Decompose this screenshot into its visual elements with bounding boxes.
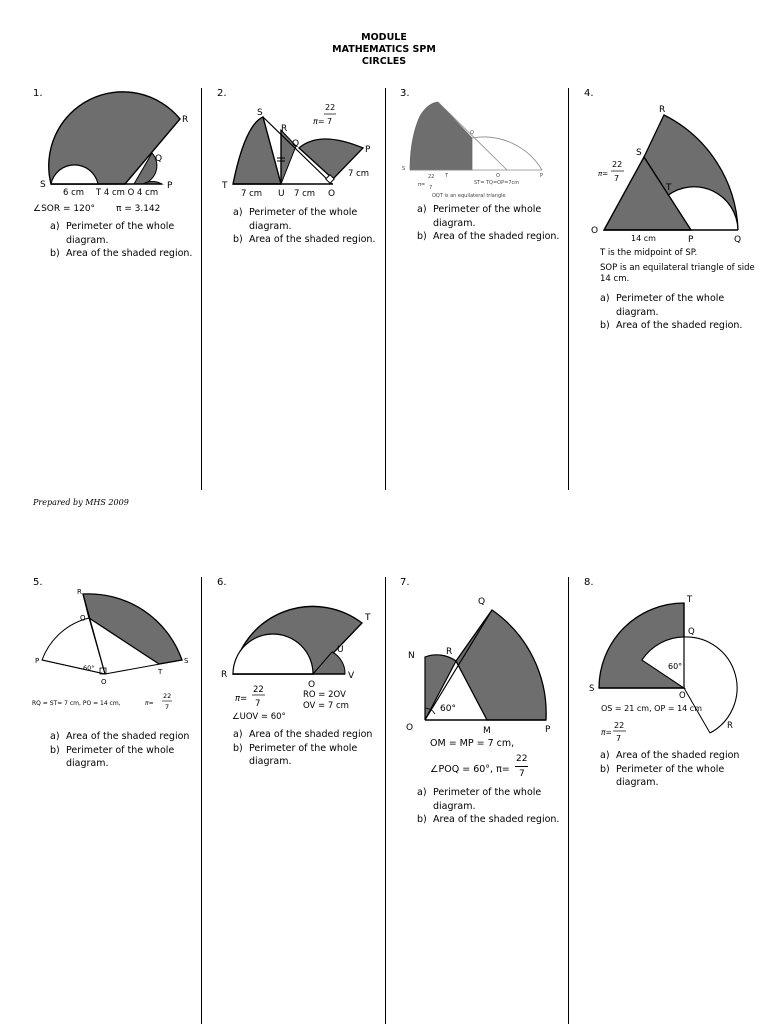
q5-label-p: P bbox=[35, 657, 40, 665]
q7-pi-bar bbox=[515, 766, 528, 767]
q5-pi-num: 22 bbox=[163, 692, 172, 700]
q7-label-p: P bbox=[545, 725, 551, 735]
q8-label-s: S bbox=[589, 684, 595, 694]
q2-number: 2. bbox=[217, 88, 227, 99]
q6-given-angle: ∠UOV = 60° bbox=[232, 712, 286, 722]
q8-label-t: T bbox=[687, 595, 693, 605]
q3-diagram bbox=[400, 98, 555, 204]
q5-label-o: O bbox=[101, 678, 107, 686]
q1-given-pi: π = 3.142 bbox=[115, 204, 161, 214]
q2-task-a: a) Perimeter of the whole diagram. bbox=[233, 207, 358, 232]
q3-label-q: Q bbox=[470, 130, 474, 136]
q3-st: ST= TQ=OP=7cm bbox=[474, 180, 520, 186]
q2-tasks bbox=[233, 206, 378, 247]
q3-number: 3. bbox=[400, 88, 410, 99]
q1-measure-st: 6 cm bbox=[63, 188, 85, 198]
q1-given-angle: ∠SOR = 120° bbox=[33, 204, 96, 214]
q1-label-q: Q bbox=[155, 154, 163, 164]
q2-measure-uo: 7 cm bbox=[294, 189, 316, 199]
q2-label-p: P bbox=[365, 145, 371, 155]
q5-angle: 60° bbox=[83, 664, 95, 672]
q3-label-p: P bbox=[540, 173, 544, 179]
q6-pi-num: 22 bbox=[253, 685, 264, 695]
q2-pi-den: 7 bbox=[327, 117, 333, 126]
q8-task-b: b) Perimeter of the whole diagram. bbox=[600, 763, 725, 788]
q2-pi: π= bbox=[313, 117, 325, 126]
q5-label-r: R bbox=[77, 588, 82, 596]
q4-number: 4. bbox=[584, 88, 594, 99]
q2-label-o: O bbox=[328, 189, 336, 199]
divider-bottom-2 bbox=[385, 577, 386, 1024]
q2-task-b: b) Area of the shaded region. bbox=[233, 234, 376, 245]
q2-diagram bbox=[215, 100, 385, 205]
q3-equilateral: OQT is an equilateral triangle bbox=[432, 193, 506, 199]
q7-label-q: Q bbox=[478, 597, 486, 607]
divider-top-3 bbox=[568, 88, 569, 490]
q5-tasks bbox=[50, 730, 195, 771]
q8-diagram bbox=[584, 590, 759, 750]
q1-number: 1. bbox=[33, 88, 43, 99]
q2-label-u: U bbox=[278, 189, 285, 199]
q4-label-s: S bbox=[636, 148, 642, 158]
q2-label-q: Q bbox=[292, 139, 300, 149]
q5-task-b: b) Perimeter of the whole diagram. bbox=[50, 744, 175, 769]
q3-label-s: S bbox=[402, 166, 406, 172]
q4-given-triangle: SOP is an equilateral triangle of side 14 cm. bbox=[600, 263, 755, 284]
divider-top-2 bbox=[385, 88, 386, 490]
q3-pi-den: 7 bbox=[429, 185, 433, 191]
q5-number: 5. bbox=[33, 577, 43, 588]
q1-diagram bbox=[30, 100, 200, 215]
q3-label-o: O bbox=[496, 173, 500, 179]
q6-label-u: U bbox=[337, 645, 344, 655]
q3-tasks bbox=[417, 203, 562, 244]
q2-label-s: S bbox=[257, 108, 263, 118]
header-module: MODULE bbox=[361, 32, 407, 43]
q8-number: 8. bbox=[584, 577, 594, 588]
q7-number: 7. bbox=[400, 577, 410, 588]
q8-label-r: R bbox=[727, 721, 733, 731]
q8-label-o: O bbox=[679, 691, 686, 701]
q8-angle: 60° bbox=[668, 662, 683, 671]
q1-label-s: S bbox=[40, 180, 46, 190]
q7-label-m: M bbox=[483, 726, 491, 736]
q8-label-q: Q bbox=[688, 627, 695, 637]
q6-label-t: T bbox=[365, 613, 371, 623]
q2-label-r: R bbox=[281, 124, 288, 134]
page-header bbox=[0, 32, 768, 68]
q4-label-p: P bbox=[688, 235, 694, 245]
q5-diagram bbox=[30, 588, 200, 713]
q7-givens bbox=[430, 738, 528, 779]
q4-task-b: b) Area of the shaded region. bbox=[600, 320, 743, 331]
divider-top-1 bbox=[201, 88, 202, 490]
q6-pi: π= bbox=[235, 694, 248, 704]
q6-task-a: a) Area of the shaded region bbox=[233, 729, 373, 740]
q4-tasks bbox=[600, 292, 750, 333]
q4-given-midpoint: T is the midpoint of SP. bbox=[600, 248, 698, 258]
q7-label-r: R bbox=[446, 647, 453, 657]
q4-diagram bbox=[584, 100, 759, 250]
q5-pi: π= bbox=[145, 700, 154, 707]
q1-task-b: b) Area of the shaded region. bbox=[50, 248, 193, 259]
q8-given: OS = 21 cm, OP = 14 cm bbox=[601, 704, 702, 713]
q2-measure-op: 7 cm bbox=[348, 169, 370, 179]
q4-measure-op: 14 cm bbox=[631, 234, 656, 243]
q3-label-t: T bbox=[445, 173, 449, 179]
q2-pi-num: 22 bbox=[325, 103, 336, 112]
q8-pi-den: 7 bbox=[616, 734, 622, 743]
q6-label-o: O bbox=[308, 680, 316, 690]
q1-label-r: R bbox=[182, 115, 189, 125]
q7-task-b: b) Area of the shaded region. bbox=[417, 814, 560, 825]
q6-given-ro: RO = 2OV bbox=[303, 690, 346, 700]
q2-measure-tu: 7 cm bbox=[241, 189, 263, 199]
q3-pi-num: 22 bbox=[428, 174, 435, 180]
q5-given: RQ = ST= 7 cm, PO = 14 cm, bbox=[32, 700, 121, 707]
q8-pi: π= bbox=[601, 728, 612, 737]
q8-task-a: a) Area of the shaded region bbox=[600, 750, 740, 761]
q5-label-s: S bbox=[184, 657, 189, 665]
q6-task-b: b) Perimeter of the whole diagram. bbox=[233, 742, 358, 767]
q4-label-t: T bbox=[666, 183, 672, 193]
q3-task-b: b) Area of the shaded region. bbox=[417, 231, 560, 242]
q1-tasks bbox=[50, 220, 195, 261]
q4-label-o: O bbox=[591, 226, 599, 236]
divider-bottom-1 bbox=[201, 577, 202, 1024]
q4-label-q: Q bbox=[734, 235, 742, 245]
q1-label-p: P bbox=[167, 181, 173, 191]
q7-pi-den: 7 bbox=[519, 769, 525, 779]
q6-given-ov: OV = 7 cm bbox=[303, 701, 349, 711]
q7-tasks bbox=[417, 786, 562, 827]
q4-pi: π= bbox=[598, 170, 609, 178]
q5-label-t: T bbox=[158, 668, 163, 676]
q4-pi-num: 22 bbox=[612, 160, 623, 169]
q3-task-a: a) Perimeter of the whole diagram. bbox=[417, 204, 542, 229]
q6-tasks bbox=[233, 728, 378, 769]
q7-label-o: O bbox=[406, 723, 414, 733]
q7-pi-num: 22 bbox=[516, 754, 528, 764]
q6-number: 6. bbox=[217, 577, 227, 588]
q1-givens bbox=[33, 203, 160, 215]
q8-pi-num: 22 bbox=[614, 721, 625, 730]
q6-pi-den: 7 bbox=[255, 699, 261, 709]
q5-label-q: Q bbox=[80, 614, 86, 622]
q7-given-lengths: OM = MP = 7 cm, bbox=[430, 738, 515, 749]
q4-task-a: a) Perimeter of the whole diagram. bbox=[600, 293, 725, 318]
q5-pi-den: 7 bbox=[165, 703, 170, 711]
q4-label-r: R bbox=[659, 105, 666, 115]
q7-angle: 60° bbox=[440, 704, 456, 714]
q5-task-a: a) Area of the shaded region bbox=[50, 731, 190, 742]
header-topic: CIRCLES bbox=[361, 56, 407, 67]
q1-measure-tp: T 4 cm O 4 cm bbox=[96, 188, 159, 198]
q4-givens bbox=[600, 248, 760, 285]
q7-given-angle: ∠POQ = 60°, π= bbox=[430, 764, 510, 775]
q7-diagram bbox=[400, 590, 570, 736]
q6-label-r: R bbox=[221, 670, 228, 680]
q2-label-t: T bbox=[222, 181, 228, 191]
q4-pi-den: 7 bbox=[614, 174, 620, 183]
q6-diagram bbox=[215, 588, 385, 738]
prepared-by: Prepared by MHS 2009 bbox=[33, 498, 129, 507]
q8-tasks bbox=[600, 749, 745, 790]
q1-task-a: a) Perimeter of the whole diagram. bbox=[50, 221, 175, 246]
q7-task-a: a) Perimeter of the whole diagram. bbox=[417, 787, 542, 812]
q3-pi: π= bbox=[418, 182, 426, 188]
q6-label-v: V bbox=[348, 671, 355, 681]
header-subject: MATHEMATICS SPM bbox=[332, 44, 436, 55]
q7-label-n: N bbox=[408, 651, 415, 661]
